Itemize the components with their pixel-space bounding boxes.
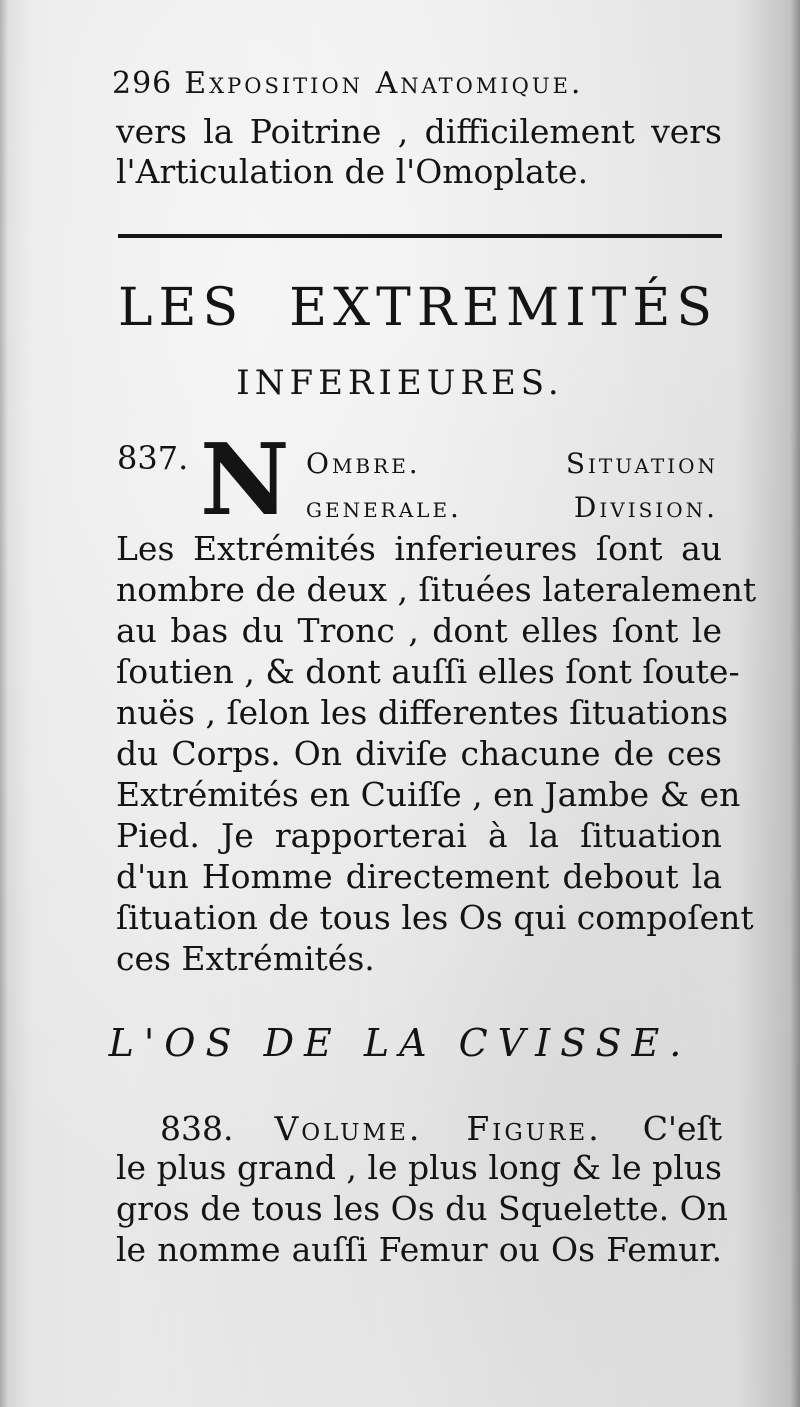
paragraph-837-number: 837.	[117, 439, 189, 477]
paragraph-837-line: ces Extrémités.	[116, 939, 375, 978]
running-head	[112, 66, 672, 101]
page-shadow-left	[0, 0, 8, 1407]
page-number: 296	[112, 66, 173, 101]
drop-cap: N	[200, 423, 290, 538]
section-title: LES EXTREMITÉS	[118, 278, 718, 338]
paragraph-838-line: le nomme auſſi Femur ou Os Femur.	[116, 1230, 722, 1269]
paragraph-838-line: le plus grand , le plus long & le plus	[116, 1148, 722, 1187]
paragraph-838-heading: Volume. Figure.	[274, 1109, 602, 1148]
paragraph-837-line: au bas du Tronc , dont elles ſont le	[116, 611, 722, 650]
paragraph-837-line: ſoutien , & dont auſſi elles ſont ſoute-	[116, 652, 740, 691]
page-shadow-right	[790, 0, 800, 1407]
running-title: Exposition Anatomique.	[184, 66, 584, 101]
paragraph-838-first-line-rest: C'eſt	[642, 1109, 723, 1148]
section-subtitle: INFERIEURES.	[236, 363, 564, 403]
paragraph-837-line: nuës , ſelon les differentes ſituations	[116, 693, 729, 732]
paragraph-838-first-line	[160, 1109, 723, 1148]
paragraph-837-line: ſituation de tous les Os qui compoſent	[116, 898, 754, 937]
paragraph-838-line: gros de tous les Os du Squelette. On	[116, 1189, 728, 1228]
paragraph-837-line: nombre de deux , ſituées lateralement	[116, 570, 757, 609]
paragraph-837-line: Pied. Je rapporterai à la ſituation	[116, 816, 722, 855]
paragraph-838-number: 838.	[160, 1109, 234, 1148]
paragraph-837-heading-line-1: Ombre. Situation	[306, 447, 718, 480]
paragraph-837-line: Extrémités en Cuiſſe , en Jambe & en	[116, 775, 741, 814]
section-rule	[118, 234, 722, 238]
subsection-title: L'OS DE LA CVISSE.	[108, 1021, 692, 1065]
paragraph-837-heading-line-2: generale. Division.	[306, 491, 718, 524]
paragraph-837-line: d'un Homme directement debout la	[116, 857, 722, 896]
paragraph-837-line: Les Extrémités inferieures ſont au	[116, 529, 722, 568]
paragraph-837-line: du Corps. On diviſe chacune de ces	[116, 734, 722, 773]
continuation-line-2: l'Articulation de l'Omoplate.	[116, 152, 589, 191]
continuation-line-1: vers la Poitrine , difficilement vers	[116, 112, 722, 151]
